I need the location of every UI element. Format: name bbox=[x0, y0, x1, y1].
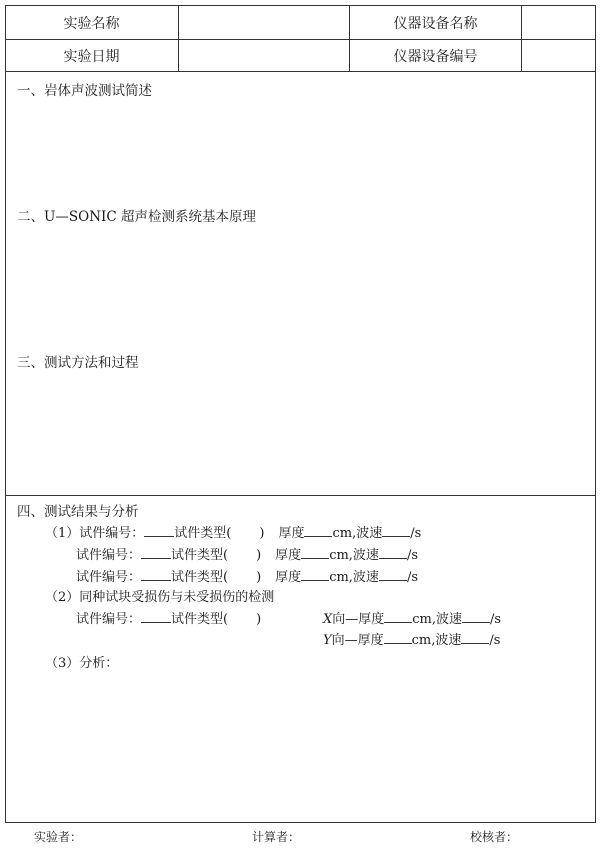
per-s-label: /s bbox=[489, 633, 501, 648]
speed-blank[interactable] bbox=[379, 567, 407, 581]
sample-no-blank[interactable] bbox=[141, 567, 171, 581]
per-s-label: /s bbox=[406, 570, 418, 585]
sample-type-label: 试件类型( bbox=[171, 612, 229, 627]
direction-thickness-label: 向—厚度 bbox=[331, 633, 384, 648]
checker-label: 校核者： bbox=[470, 830, 519, 844]
result-row-2 bbox=[76, 544, 418, 563]
cm-speed-label: cm,波速 bbox=[411, 633, 462, 648]
item-2-title: 同种试块受损伤与未受损伤的检测 bbox=[79, 590, 275, 605]
header-row-divider bbox=[5, 39, 596, 40]
frame-left bbox=[5, 5, 6, 823]
result-row-1 bbox=[45, 522, 421, 541]
thickness-label: 厚度 bbox=[278, 526, 305, 541]
frame-bottom bbox=[5, 822, 596, 823]
result-item-3: （3）分析： bbox=[45, 656, 119, 671]
thickness-blank[interactable] bbox=[304, 523, 332, 537]
header-bottom-divider bbox=[5, 71, 596, 72]
result-item-2-title bbox=[45, 586, 274, 605]
y-direction-row bbox=[323, 629, 500, 648]
x-direction-row bbox=[323, 608, 501, 627]
cm-speed-label: cm,波速 bbox=[329, 548, 379, 563]
section-4-heading: 四、测试结果与分析 bbox=[17, 504, 139, 520]
speed-blank[interactable] bbox=[382, 523, 410, 537]
header-col1-divider bbox=[178, 5, 179, 71]
calculator-label: 计算者： bbox=[252, 830, 301, 844]
per-s-label: /s bbox=[410, 526, 422, 541]
item-1-prefix: （1） bbox=[45, 526, 80, 541]
frame-right bbox=[595, 5, 596, 823]
sample-no-label: 试件编号： bbox=[79, 526, 145, 541]
sample-no-blank[interactable] bbox=[141, 609, 171, 623]
sample-type-close: ) bbox=[259, 526, 265, 541]
sample-no-blank[interactable] bbox=[141, 545, 171, 559]
sample-type-label: 试件类型( bbox=[171, 548, 229, 563]
cm-speed-label: cm,波速 bbox=[412, 612, 463, 627]
section-3-heading: 三、测试方法和过程 bbox=[17, 355, 139, 371]
result-row-4 bbox=[76, 608, 261, 627]
item-2-prefix: （2） bbox=[45, 590, 80, 605]
y-speed-blank[interactable] bbox=[461, 630, 489, 644]
thickness-label: 厚度 bbox=[275, 548, 302, 563]
header-col3-divider bbox=[521, 5, 522, 71]
x-thickness-blank[interactable] bbox=[384, 609, 412, 623]
y-direction-label: Y bbox=[323, 633, 332, 648]
direction-thickness-label: 向—厚度 bbox=[332, 612, 385, 627]
per-s-label: /s bbox=[490, 612, 502, 627]
sample-no-label: 试件编号： bbox=[76, 548, 142, 563]
experiment-date-label: 实验日期 bbox=[63, 49, 120, 65]
cm-speed-label: cm,波速 bbox=[332, 526, 383, 541]
thickness-blank[interactable] bbox=[301, 567, 329, 581]
result-row-3 bbox=[76, 566, 418, 585]
cm-speed-label: cm,波速 bbox=[329, 570, 379, 585]
sample-type-close: ) bbox=[256, 548, 262, 563]
x-speed-blank[interactable] bbox=[462, 609, 490, 623]
y-thickness-blank[interactable] bbox=[384, 630, 412, 644]
experiment-name-label: 实验名称 bbox=[63, 16, 120, 32]
thickness-label: 厚度 bbox=[275, 570, 302, 585]
thickness-blank[interactable] bbox=[301, 545, 329, 559]
instrument-id-label: 仪器设备编号 bbox=[393, 49, 478, 65]
x-direction-label: X bbox=[323, 612, 333, 627]
experimenter-label: 实验者： bbox=[34, 830, 83, 844]
section-divider bbox=[5, 495, 596, 496]
sample-type-close: ) bbox=[256, 570, 262, 585]
sample-no-label: 试件编号： bbox=[76, 612, 142, 627]
sample-type-label: 试件类型( bbox=[174, 526, 232, 541]
sample-type-close: ) bbox=[256, 612, 262, 627]
section-2-heading: 二、U—SONIC 超声检测系统基本原理 bbox=[17, 209, 256, 225]
speed-blank[interactable] bbox=[379, 545, 407, 559]
per-s-label: /s bbox=[406, 548, 418, 563]
sample-type-label: 试件类型( bbox=[171, 570, 229, 585]
instrument-name-label: 仪器设备名称 bbox=[393, 16, 478, 32]
section-1-heading: 一、岩体声波测试简述 bbox=[17, 83, 152, 99]
frame-top bbox=[5, 5, 596, 6]
sample-no-label: 试件编号： bbox=[76, 570, 142, 585]
sample-no-blank[interactable] bbox=[144, 523, 174, 537]
